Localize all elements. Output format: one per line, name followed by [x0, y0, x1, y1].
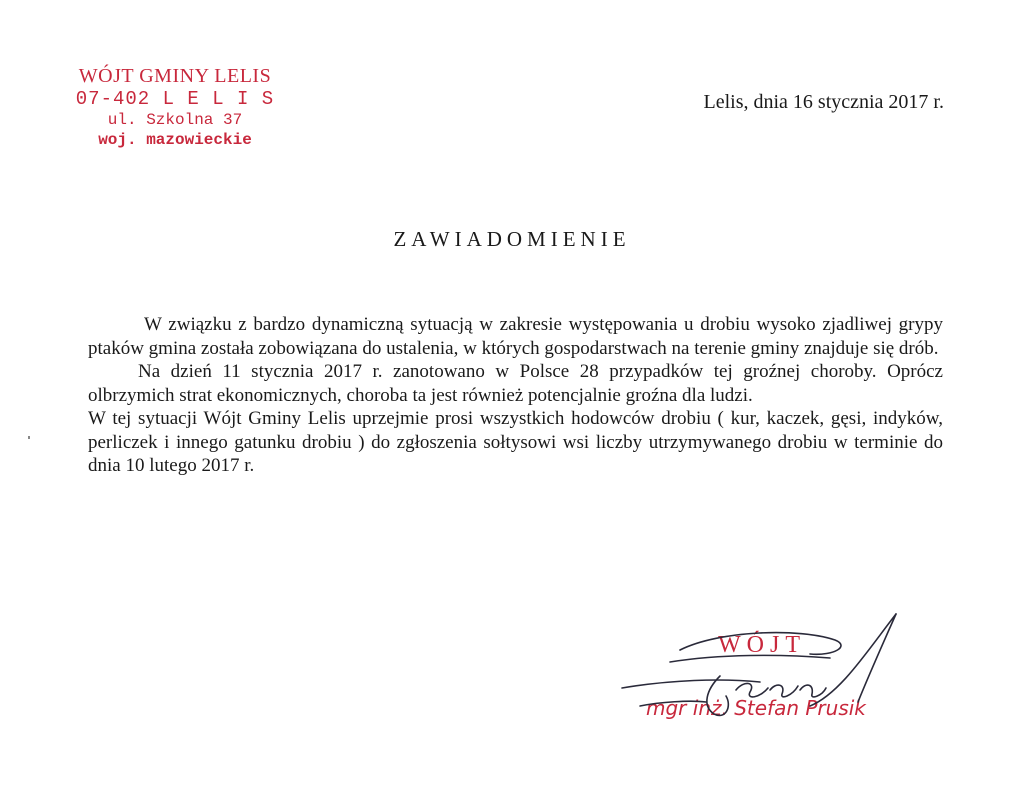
paragraph-request: W tej sytuacji Wójt Gminy Lelis uprzejmie prosi wszystkich hodowców drobiu ( kur, kaczek, gęsi, indyków, perliczek i innego gatunku drobiu ) do zgłoszenia sołtysowi wsi liczby utrzymywanego drobiu w terminie do dnia 10 lutego 2017 r. — [88, 408, 943, 476]
document-date: Lelis, dnia 16 stycznia 2017 r. — [703, 91, 944, 113]
handwritten-signature — [610, 610, 940, 750]
stamp-line-street: ul. Szkolna 37 — [107, 111, 243, 129]
scan-speck — [28, 436, 30, 439]
stamp-line-postcode: 07-402 L E L I S — [75, 88, 275, 110]
signature-name-stamp: mgr inż. Stefan Prusik — [646, 696, 866, 720]
document-title: ZAWIADOMIENIE — [393, 227, 631, 251]
paragraph-situation: W związku z bardzo dynamiczną sytuacją w zakresie występowania u drobiu wysoko zjadliwej grypy ptaków gmina została zobowiązana do ustalenia, w których gospodarstwach na terenie gminy znajduje się drób. — [88, 314, 943, 359]
paragraph-cases: Na dzień 11 stycznia 2017 r. zanotowano w Polsce 28 przypadków tej groźnej choroby. Oprócz olbrzymich strat ekonomicznych, choroba ta jest również potencjalnie groźna dla ludzi. — [88, 361, 943, 406]
stamp-line-voivodeship: woj. mazowieckie — [98, 131, 252, 149]
document-body — [88, 313, 943, 478]
stamp-line-office: WÓJT GMINY LELIS — [78, 65, 272, 87]
office-stamp — [40, 64, 310, 150]
signature-block — [610, 610, 940, 750]
signature-office-stamp: WÓJT — [718, 632, 806, 658]
